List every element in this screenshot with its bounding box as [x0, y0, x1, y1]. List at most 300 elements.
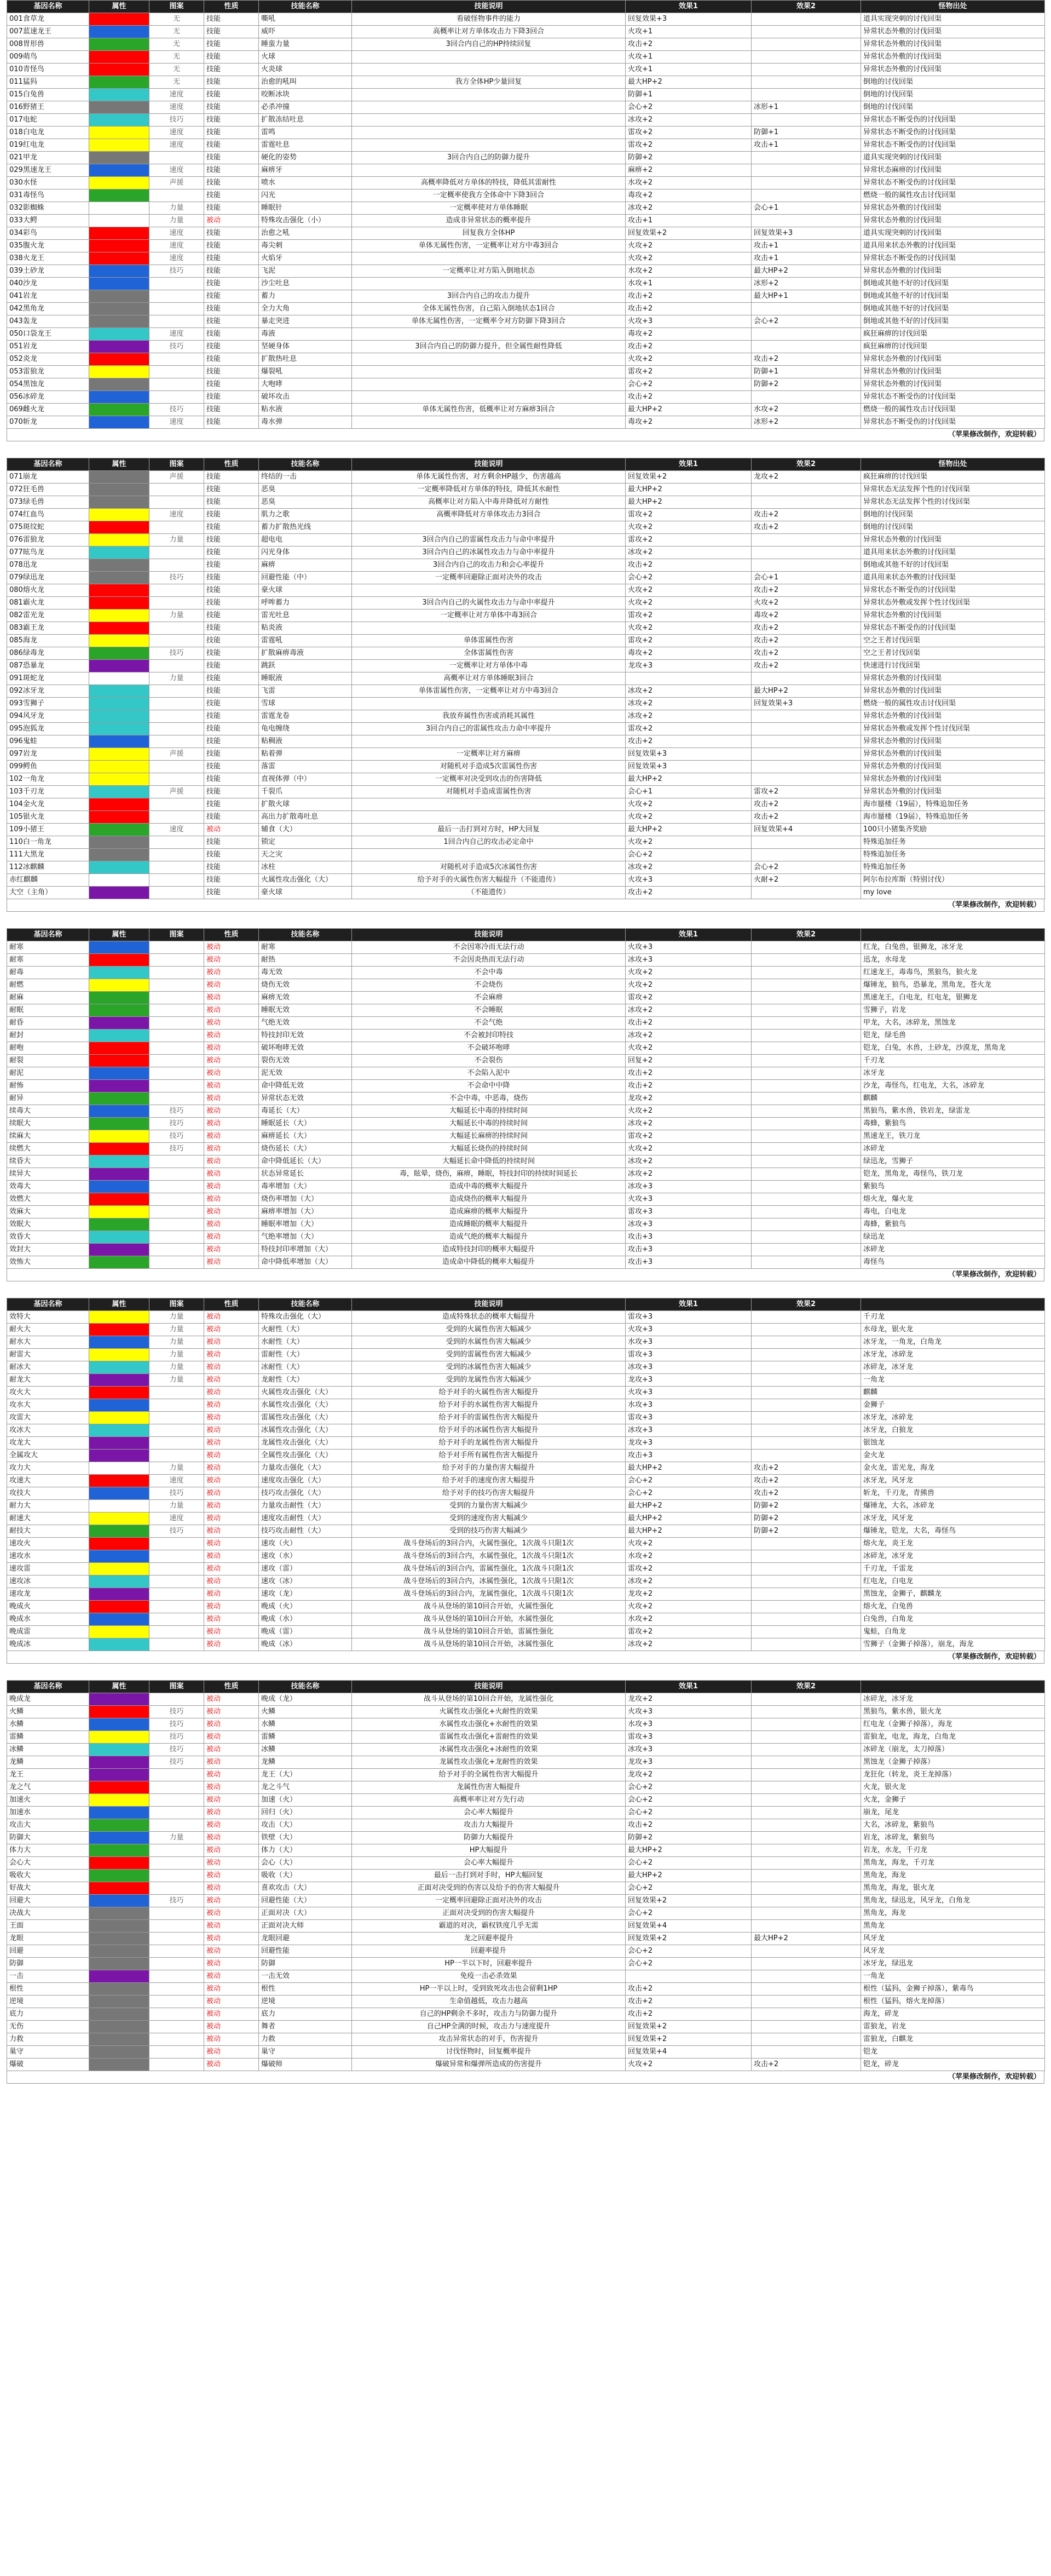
- cell-name: 王面: [7, 1920, 89, 1933]
- table-row: [7, 1882, 1045, 1895]
- cell-attr: [89, 1933, 149, 1945]
- cell-sk: 蓄力: [259, 290, 352, 303]
- cell-e2: [752, 1844, 861, 1857]
- cell-sk: 特殊攻击强化（大）: [259, 1311, 352, 1324]
- cell-e2: [752, 1958, 861, 1970]
- cell-nat: 技能: [204, 547, 259, 559]
- cell-nat: 技能: [204, 735, 259, 748]
- cell-e2: 水攻+2: [752, 404, 861, 416]
- column-header-sk: 技能名称: [259, 1681, 352, 1693]
- cell-name: 效燃大: [7, 1193, 89, 1206]
- cell-pat: [149, 1970, 204, 1983]
- cell-e2: [752, 1794, 861, 1807]
- header-row: [7, 1681, 1045, 1693]
- cell-e1: 水攻+2: [626, 265, 752, 278]
- cell-e2: [752, 1693, 861, 1706]
- cell-e1: 回复效果+3: [626, 748, 752, 761]
- cell-name: 速攻冰: [7, 1576, 89, 1588]
- cell-desc: 1回合内自己的攻击必定命中: [352, 836, 626, 849]
- cell-src: 冰碎龙（崩龙，太刀掉落）: [861, 1744, 1045, 1756]
- cell-nat: 被动: [204, 1933, 259, 1945]
- cell-nat: 技能: [204, 509, 259, 521]
- table-row: [7, 265, 1045, 278]
- cell-name: 效特大: [7, 1311, 89, 1324]
- table-row: [7, 1324, 1045, 1336]
- column-header-e1: 效果1: [626, 1298, 752, 1311]
- table-row: [7, 597, 1045, 610]
- cell-e1: 水攻+2: [626, 177, 752, 189]
- table-row: [7, 341, 1045, 353]
- cell-name: 095泡狐龙: [7, 723, 89, 735]
- cell-src: 疯狂麻痹的讨伐回渠: [861, 328, 1045, 341]
- cell-e1: 攻击+2: [626, 1819, 752, 1832]
- cell-desc: 高概率率让对方先行动: [352, 1794, 626, 1807]
- cell-pat: [149, 521, 204, 534]
- table-row: [7, 1487, 1045, 1500]
- cell-sk: 治愈之吼: [259, 227, 352, 240]
- cell-desc: 战斗登场后的3回合内，火属性强化，1次战斗只限1次: [352, 1538, 626, 1550]
- cell-sk: 一击无效: [259, 1970, 352, 1983]
- cell-nat: 被动: [204, 1042, 259, 1055]
- cell-src: 异常状态外敷的讨伐回渠: [861, 366, 1045, 378]
- table-row: [7, 874, 1045, 887]
- cell-desc: 不会中毒，中恶毒，烧伤: [352, 1092, 626, 1105]
- cell-sk: 恶臭: [259, 484, 352, 496]
- cell-nat: 技能: [204, 404, 259, 416]
- cell-sk: 速度攻击强化（大）: [259, 1475, 352, 1487]
- cell-e2: 回复效果+3: [752, 227, 861, 240]
- cell-e1: 火攻+2: [626, 811, 752, 824]
- cell-nat: 被动: [204, 824, 259, 836]
- cell-pat: [149, 366, 204, 378]
- table-row: [7, 13, 1045, 26]
- cell-nat: 技能: [204, 26, 259, 38]
- table-row: [7, 152, 1045, 164]
- table-row: [7, 622, 1045, 635]
- cell-attr: [89, 290, 149, 303]
- cell-pat: [149, 979, 204, 992]
- cell-src: 熔火龙，炎王龙: [861, 1538, 1045, 1550]
- cell-desc: 不会命中中降: [352, 1080, 626, 1092]
- cell-attr: [89, 1231, 149, 1244]
- table-row: [7, 64, 1045, 76]
- cell-pat: [149, 1256, 204, 1269]
- cell-sk: 破坏咆哮无效: [259, 1042, 352, 1055]
- cell-e1: 回复+2: [626, 1055, 752, 1067]
- table-row: [7, 1744, 1045, 1756]
- cell-name: 耐寒: [7, 941, 89, 954]
- cell-pat: [149, 1067, 204, 1080]
- cell-e2: [752, 89, 861, 101]
- cell-src: 黑蚀龙（金狮子掉落）: [861, 1756, 1045, 1769]
- cell-attr: [89, 484, 149, 496]
- cell-desc: 给予对手所有属性伤害大幅提升: [352, 1450, 626, 1462]
- cell-e2: [752, 710, 861, 723]
- cell-nat: 被动: [204, 1311, 259, 1324]
- table-row: [7, 1004, 1045, 1017]
- table-row: [7, 1550, 1045, 1563]
- table-row: [7, 1781, 1045, 1794]
- cell-e1: 会心+2: [626, 101, 752, 114]
- table-row: [7, 139, 1045, 152]
- cell-e1: 雷攻+2: [626, 610, 752, 622]
- cell-nat: 被动: [204, 1996, 259, 2008]
- cell-e1: 冰攻+2: [626, 861, 752, 874]
- table-row: [7, 252, 1045, 265]
- cell-desc: 不会气绝: [352, 1017, 626, 1030]
- cell-pat: [149, 2008, 204, 2021]
- table-row: [7, 328, 1045, 341]
- footer-credit: （苹果修改制作，欢迎转载）: [7, 899, 1044, 912]
- cell-desc: 正面对决受到的伤害以及给予的伤害大幅提升: [352, 1882, 626, 1895]
- cell-src: 冰牙龙: [861, 1067, 1045, 1080]
- cell-sk: 雷光吐息: [259, 610, 352, 622]
- cell-src: 异常状态不断受伤的讨伐回渠: [861, 114, 1045, 127]
- cell-desc: 造成烧伤的概率大幅提升: [352, 1193, 626, 1206]
- cell-src: 海市蜃楼（19届），特殊追加任务: [861, 811, 1045, 824]
- cell-e1: 龙攻+2: [626, 1693, 752, 1706]
- cell-pat: 技巧: [149, 341, 204, 353]
- cell-name: 082雷光龙: [7, 610, 89, 622]
- table-row: [7, 723, 1045, 735]
- cell-sk: 扩散麻痹毒液: [259, 647, 352, 660]
- cell-pat: 技巧: [149, 404, 204, 416]
- cell-pat: 技巧: [149, 1143, 204, 1155]
- cell-name: 攻力大: [7, 1462, 89, 1475]
- cell-desc: 给予对手的水属性伤害大幅提升: [352, 1399, 626, 1412]
- cell-name: 096鬼蛙: [7, 735, 89, 748]
- cell-desc: 一定概率让对方麻痹: [352, 748, 626, 761]
- cell-src: 黑角龙: [861, 1920, 1045, 1933]
- cell-name: 耐水大: [7, 1336, 89, 1349]
- cell-sk: 跳跃: [259, 660, 352, 672]
- cell-name: 续毒大: [7, 1105, 89, 1118]
- cell-sk: 闪光身体: [259, 547, 352, 559]
- cell-pat: 技巧: [149, 1731, 204, 1744]
- cell-src: 白兔兽，白角龙: [861, 1613, 1045, 1626]
- cell-sk: 底力: [259, 2008, 352, 2021]
- cell-nat: 被动: [204, 954, 259, 967]
- cell-e2: [752, 967, 861, 979]
- table-row: [7, 353, 1045, 366]
- cell-nat: 技能: [204, 164, 259, 177]
- cell-sk: 龙王（大）: [259, 1769, 352, 1781]
- cell-nat: 被动: [204, 992, 259, 1004]
- cell-src: 黑角龙，海龙，银火龙: [861, 1882, 1045, 1895]
- cell-e2: [752, 1017, 861, 1030]
- cell-sk: 毒无效: [259, 967, 352, 979]
- cell-sk: 耐寒: [259, 941, 352, 954]
- cell-desc: 全体无属性伤害，自己陷入倒地状态1回合: [352, 303, 626, 315]
- cell-name: 会心大: [7, 1857, 89, 1870]
- cell-e2: [752, 189, 861, 202]
- cell-name: 速攻龙: [7, 1588, 89, 1601]
- cell-sk: 火鳞: [259, 1706, 352, 1718]
- cell-desc: [352, 391, 626, 404]
- cell-desc: 回复我方全体HP: [352, 227, 626, 240]
- cell-desc: 3回合内自己的HP持续回复: [352, 38, 626, 51]
- cell-sk: 水属性攻击强化（大）: [259, 1399, 352, 1412]
- cell-sk: 扩散热吐息: [259, 353, 352, 366]
- cell-pat: [149, 1920, 204, 1933]
- cell-desc: 大幅延长中毒的持续时间: [352, 1105, 626, 1118]
- cell-nat: 被动: [204, 2021, 259, 2033]
- cell-desc: 大幅延长中毒的持续时间: [352, 1118, 626, 1130]
- cell-src: 毒蜂，紫狼鸟: [861, 1118, 1045, 1130]
- cell-e2: [752, 534, 861, 547]
- column-header-nat: 性质: [204, 1, 259, 13]
- cell-sk: 雪球: [259, 698, 352, 710]
- cell-nat: 技能: [204, 38, 259, 51]
- cell-sk: 水鳞: [259, 1718, 352, 1731]
- table-row: [7, 811, 1045, 824]
- cell-nat: 被动: [204, 1231, 259, 1244]
- cell-src: 冰牙龙，白狼龙: [861, 1424, 1045, 1437]
- cell-e2: [752, 1706, 861, 1718]
- cell-pat: 技巧: [149, 1118, 204, 1130]
- cell-name: 077眩鸟龙: [7, 547, 89, 559]
- cell-name: 110白一角龙: [7, 836, 89, 849]
- cell-src: 倒地的讨伐回渠: [861, 76, 1045, 89]
- table-row: [7, 1030, 1045, 1042]
- cell-pat: [149, 1168, 204, 1181]
- cell-src: 异常状态外敷的讨伐回渠: [861, 202, 1045, 215]
- cell-src: 龙狂化（转龙，炎王龙掉落）: [861, 1769, 1045, 1781]
- cell-sk: 火焰牙: [259, 252, 352, 265]
- cell-desc: 免疫一击必杀效果: [352, 1970, 626, 1983]
- table-row: [7, 1500, 1045, 1513]
- cell-sk: 喜欢攻击（大）: [259, 1882, 352, 1895]
- cell-desc: 龙属性攻击强化+龙耐性的效果: [352, 1756, 626, 1769]
- cell-e1: 最大HP+2: [626, 1462, 752, 1475]
- cell-nat: 被动: [204, 1744, 259, 1756]
- cell-attr: [89, 177, 149, 189]
- cell-e1: 龙攻+2: [626, 1769, 752, 1781]
- cell-name: 龙鳞: [7, 1756, 89, 1769]
- cell-desc: 给予对手的全属性伤害大幅提升: [352, 1769, 626, 1781]
- cell-pat: [149, 1983, 204, 1996]
- cell-sk: 爆裂吼: [259, 366, 352, 378]
- cell-e2: [752, 1349, 861, 1361]
- cell-name: 晚成龙: [7, 1693, 89, 1706]
- cell-sk: 毒水弹: [259, 416, 352, 429]
- cell-pat: 技巧: [149, 572, 204, 584]
- cell-nat: 被动: [204, 1857, 259, 1870]
- cell-e1: 攻击+2: [626, 38, 752, 51]
- cell-desc: [352, 416, 626, 429]
- cell-name: 耐怖: [7, 1080, 89, 1092]
- cell-name: 巢守: [7, 2046, 89, 2058]
- table-row: [7, 836, 1045, 849]
- cell-desc: 一定概率让对方单体中毒3回合: [352, 610, 626, 622]
- cell-src: 冰牙龙，冰碎龙: [861, 1349, 1045, 1361]
- cell-nat: 被动: [204, 1819, 259, 1832]
- cell-nat: 被动: [204, 1181, 259, 1193]
- cell-name: 一击: [7, 1970, 89, 1983]
- cell-e1: 攻击+3: [626, 1244, 752, 1256]
- cell-attr: [89, 1475, 149, 1487]
- cell-sk: 攻击（大）: [259, 1819, 352, 1832]
- cell-pat: [149, 723, 204, 735]
- cell-e2: [752, 484, 861, 496]
- column-header-e1: 效果1: [626, 458, 752, 471]
- cell-nat: 技能: [204, 874, 259, 887]
- cell-pat: 力量: [149, 1361, 204, 1374]
- cell-desc: 受到的火属性伤害大幅减少: [352, 1324, 626, 1336]
- table-row: [7, 1374, 1045, 1387]
- cell-nat: 被动: [204, 1794, 259, 1807]
- cell-nat: 技能: [204, 378, 259, 391]
- cell-attr: [89, 328, 149, 341]
- cell-e1: 攻击+2: [626, 290, 752, 303]
- cell-nat: 技能: [204, 635, 259, 647]
- cell-src: 铠龙，黑角龙，毒怪鸟，铁刀龙: [861, 1168, 1045, 1181]
- cell-desc: [352, 698, 626, 710]
- cell-desc: [352, 127, 626, 139]
- table-row: [7, 992, 1045, 1004]
- cell-e1: 水攻+2: [626, 1550, 752, 1563]
- cell-e1: 火攻+1: [626, 51, 752, 64]
- cell-src: 雷狼龙，电龙，海龙，白角龙: [861, 1731, 1045, 1744]
- cell-e2: 攻击+2: [752, 1487, 861, 1500]
- table-row: [7, 202, 1045, 215]
- cell-pat: [149, 278, 204, 290]
- cell-e2: [752, 1181, 861, 1193]
- cell-desc: [352, 798, 626, 811]
- cell-src: 异常状态外敷的讨伐回渠: [861, 64, 1045, 76]
- table-row: [7, 1092, 1045, 1105]
- cell-sk: 暴走突进: [259, 315, 352, 328]
- cell-e2: [752, 723, 861, 735]
- cell-name: 决战大: [7, 1907, 89, 1920]
- cell-pat: [149, 635, 204, 647]
- cell-src: 疯狂麻痹的讨伐回渠: [861, 341, 1045, 353]
- cell-attr: [89, 2008, 149, 2021]
- cell-e2: [752, 1756, 861, 1769]
- cell-name: 爆破: [7, 2058, 89, 2071]
- table-row: [7, 941, 1045, 954]
- cell-desc: 战斗从登场的第10回合开始，冰属性强化: [352, 1638, 626, 1651]
- cell-attr: [89, 240, 149, 252]
- cell-e1: 冰攻+2: [626, 1030, 752, 1042]
- cell-src: 异常状态无法发挥个性的讨伐回渠: [861, 484, 1045, 496]
- table-row: [7, 1920, 1045, 1933]
- cell-e1: 雷攻+2: [626, 635, 752, 647]
- cell-sk: 坚硬身体: [259, 341, 352, 353]
- cell-sk: 雷霆龙卷: [259, 710, 352, 723]
- cell-pat: 技巧: [149, 1525, 204, 1538]
- cell-e2: [752, 1744, 861, 1756]
- cell-sk: 耐热: [259, 954, 352, 967]
- cell-e1: 龙攻+3: [626, 660, 752, 672]
- cell-e2: [752, 76, 861, 89]
- table-row: [7, 1361, 1045, 1374]
- cell-e2: [752, 1832, 861, 1844]
- cell-e2: 防御+2: [752, 1500, 861, 1513]
- cell-sk: 速攻（水）: [259, 1550, 352, 1563]
- cell-src: 异常状态不断受伤的讨伐回渠: [861, 391, 1045, 404]
- cell-sk: 晚成（火）: [259, 1601, 352, 1613]
- cell-attr: [89, 189, 149, 202]
- cell-src: 雪狮子，岩龙: [861, 1004, 1045, 1017]
- cell-e2: 最大HP+2: [752, 685, 861, 698]
- cell-nat: 被动: [204, 1550, 259, 1563]
- cell-e2: [752, 1882, 861, 1895]
- cell-desc: 雷属性攻击强化+雷耐性的效果: [352, 1731, 626, 1744]
- cell-pat: 力量: [149, 1374, 204, 1387]
- cell-e2: [752, 114, 861, 127]
- cell-e1: 火攻+2: [626, 836, 752, 849]
- cell-desc: 龙属性伤害大幅提升: [352, 1781, 626, 1794]
- cell-e2: 防御+2: [752, 1513, 861, 1525]
- cell-e2: [752, 2021, 861, 2033]
- cell-e2: 攻击+2: [752, 622, 861, 635]
- cell-src: 黑角龙，海龙: [861, 1870, 1045, 1882]
- cell-src: 铠龙: [861, 2046, 1045, 2058]
- cell-name: 加速水: [7, 1807, 89, 1819]
- cell-nat: 技能: [204, 391, 259, 404]
- cell-src: 异常状态外敷的讨伐回渠: [861, 534, 1045, 547]
- cell-desc: 会心率大幅提升: [352, 1807, 626, 1819]
- cell-name: 大空（主角）: [7, 887, 89, 899]
- cell-e2: [752, 672, 861, 685]
- cell-e2: 会心+2: [752, 861, 861, 874]
- cell-pat: [149, 1155, 204, 1168]
- cell-desc: 3回合内自己的防御力提升: [352, 152, 626, 164]
- column-header-nat: 性质: [204, 929, 259, 941]
- cell-nat: 被动: [204, 1067, 259, 1080]
- cell-nat: 技能: [204, 290, 259, 303]
- cell-e1: 最大HP+2: [626, 773, 752, 786]
- cell-desc: 不会破坏咆哮: [352, 1042, 626, 1055]
- cell-pat: [149, 861, 204, 874]
- table-row: [7, 1412, 1045, 1424]
- cell-sk: 锁定: [259, 836, 352, 849]
- cell-e2: [752, 849, 861, 861]
- table-row: [7, 391, 1045, 404]
- table-row: [7, 215, 1045, 227]
- cell-e1: 会心+1: [626, 786, 752, 798]
- cell-e2: [752, 1387, 861, 1399]
- cell-attr: [89, 1143, 149, 1155]
- cell-pat: [149, 2046, 204, 2058]
- cell-e2: [752, 1819, 861, 1832]
- table-row: [7, 786, 1045, 798]
- cell-sk: 睡眠延长（大）: [259, 1118, 352, 1130]
- cell-attr: [89, 1718, 149, 1731]
- cell-e2: 攻击+2: [752, 811, 861, 824]
- cell-name: 021甲龙: [7, 152, 89, 164]
- cell-attr: [89, 1067, 149, 1080]
- cell-nat: 技能: [204, 76, 259, 89]
- table-row: [7, 1155, 1045, 1168]
- table-row: [7, 979, 1045, 992]
- cell-attr: [89, 547, 149, 559]
- cell-desc: 给予对手的冰属性伤害大幅提升: [352, 1424, 626, 1437]
- cell-pat: 速度: [149, 252, 204, 265]
- header-row: [7, 929, 1045, 941]
- cell-sk: 烧伤无效: [259, 979, 352, 992]
- cell-attr: [89, 572, 149, 584]
- cell-nat: 技能: [204, 227, 259, 240]
- cell-e2: [752, 887, 861, 899]
- cell-e2: [752, 152, 861, 164]
- table-row: [7, 290, 1045, 303]
- cell-e2: [752, 1731, 861, 1744]
- cell-attr: [89, 1181, 149, 1193]
- cell-e2: [752, 1907, 861, 1920]
- cell-e2: [752, 64, 861, 76]
